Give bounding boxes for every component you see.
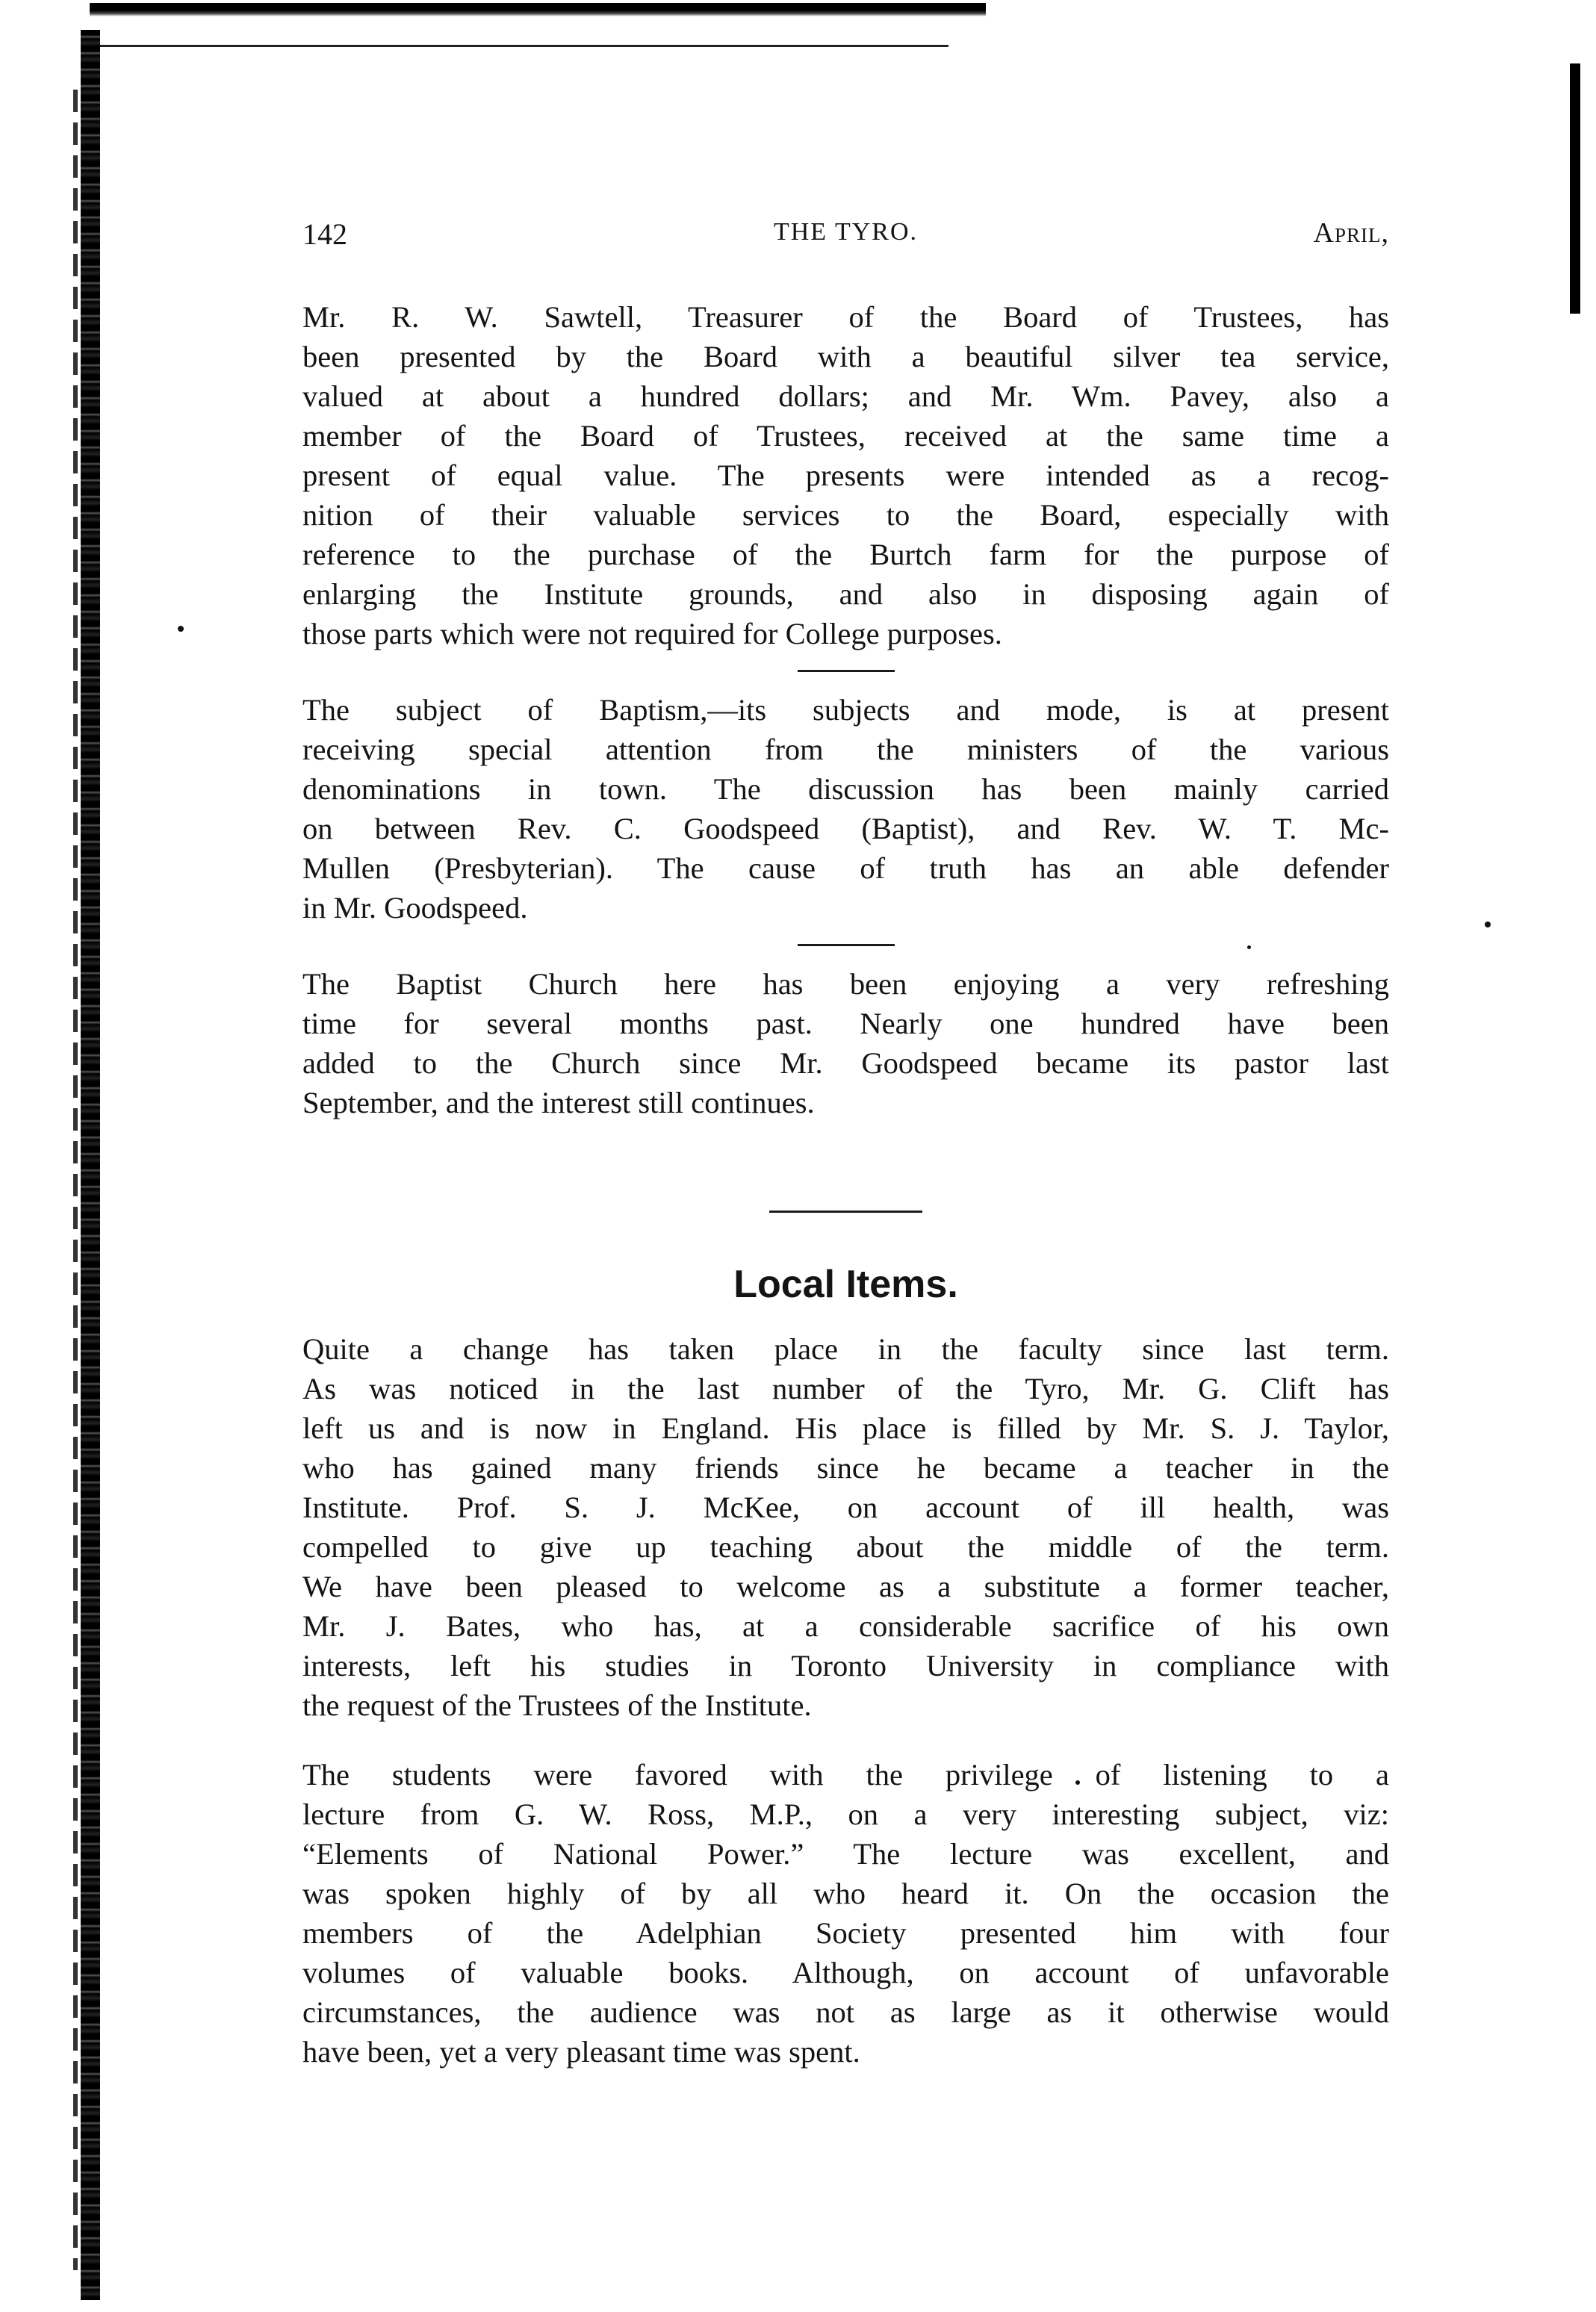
text-line: We have been pleased to welcome as a substitute a former teacher,	[302, 1570, 1389, 1603]
paragraph-faculty-change	[302, 1329, 1389, 1725]
section-divider	[798, 670, 895, 672]
scan-binding-shadow-thin	[73, 90, 78, 2270]
text-line: The subject of Baptism,—its subjects and mode, is at present	[302, 693, 1389, 727]
text-line: was spoken highly of by all who heard it. On the occasion the	[302, 1877, 1389, 1910]
journal-title: THE TYRO.	[773, 218, 919, 246]
text-line: member of the Board of Trustees, received at the same time a	[302, 419, 1389, 453]
text-line: The Baptist Church here has been enjoying a very refreshing	[302, 967, 1389, 1001]
section-divider-long	[769, 1211, 922, 1213]
text-line: volumes of valuable books. Although, on account of unfavorable	[302, 1956, 1389, 1989]
text-line: added to the Church since Mr. Goodspeed became its pastor last	[302, 1046, 1389, 1080]
text-line: The students were favored with the privilege of listening to a	[302, 1758, 1389, 1792]
scan-edge-right	[1570, 63, 1580, 314]
section-divider	[798, 944, 895, 946]
text-line: interests, left his studies in Toronto University in compliance with	[302, 1649, 1389, 1682]
paragraph-baptism	[302, 690, 1389, 927]
text-line: the request of the Trustees of the Institute.	[302, 1688, 812, 1722]
text-line: on between Rev. C. Goodspeed (Baptist), and Rev. W. T. Mc-	[302, 812, 1389, 845]
text-line: members of the Adelphian Society presented him with four	[302, 1916, 1389, 1950]
text-line: As was noticed in the last number of the Tyro, Mr. G. Clift has	[302, 1372, 1389, 1405]
text-line: September, and the interest still continues.	[302, 1086, 815, 1119]
issue-month: April,	[1313, 217, 1389, 249]
text-line: have been, yet a very pleasant time was spent.	[302, 2035, 860, 2069]
paragraph-baptist-church	[302, 964, 1389, 1122]
paragraph-sawtell	[302, 297, 1389, 653]
text-line: time for several months past. Nearly one hundred have been	[302, 1007, 1389, 1040]
page-number: 142	[302, 217, 347, 251]
text-line: valued at about a hundred dollars; and Mr. Wm. Pavey, also a	[302, 379, 1389, 413]
text-line: present of equal value. The presents were intended as a recog-	[302, 459, 1389, 492]
text-line: left us and is now in England. His place is filled by Mr. S. J. Taylor,	[302, 1411, 1389, 1445]
text-line: in Mr. Goodspeed.	[302, 891, 528, 925]
text-line: “Elements of National Power.” The lecture was excellent, and	[302, 1837, 1389, 1871]
text-line: compelled to give up teaching about the middle of the term.	[302, 1530, 1389, 1564]
text-line: Mr. R. W. Sawtell, Treasurer of the Board of Trustees, has	[302, 300, 1389, 334]
text-line: Mr. J. Bates, who has, at a considerable sacrifice of his own	[302, 1609, 1389, 1643]
text-line: Mullen (Presbyterian). The cause of truth has an able defender	[302, 851, 1389, 885]
text-line: enlarging the Institute grounds, and also in disposing again of	[302, 577, 1389, 611]
text-line: who has gained many friends since he became a teacher in the	[302, 1451, 1389, 1485]
running-head	[302, 217, 1389, 261]
text-line: lecture from G. W. Ross, M.P., on a very interesting subject, viz:	[302, 1797, 1389, 1831]
text-line: denominations in town. The discussion has been mainly carried	[302, 772, 1389, 806]
scan-speck	[1485, 922, 1491, 927]
text-line: Quite a change has taken place in the faculty since last term.	[302, 1332, 1389, 1366]
scan-binding-shadow	[81, 30, 100, 2300]
text-line: been presented by the Board with a beautiful silver tea service,	[302, 340, 1389, 373]
paragraph-lecture	[302, 1755, 1389, 2072]
scan-edge-top	[90, 3, 986, 16]
text-line: circumstances, the audience was not as large as it otherwise would	[302, 1995, 1389, 2029]
scan-edge-rule	[90, 45, 948, 47]
text-line: reference to the purchase of the Burtch farm for the purpose of	[302, 538, 1389, 571]
scan-speck	[178, 626, 184, 632]
section-title-local-items: Local Items.	[733, 1263, 958, 1306]
text-line: Institute. Prof. S. J. McKee, on account of ill health, was	[302, 1491, 1389, 1524]
text-line: receiving special attention from the ministers of the various	[302, 733, 1389, 766]
text-line: nition of their valuable services to the Board, especially with	[302, 498, 1389, 532]
text-line: those parts which were not required for College purposes.	[302, 617, 1002, 650]
page	[302, 217, 1389, 2072]
